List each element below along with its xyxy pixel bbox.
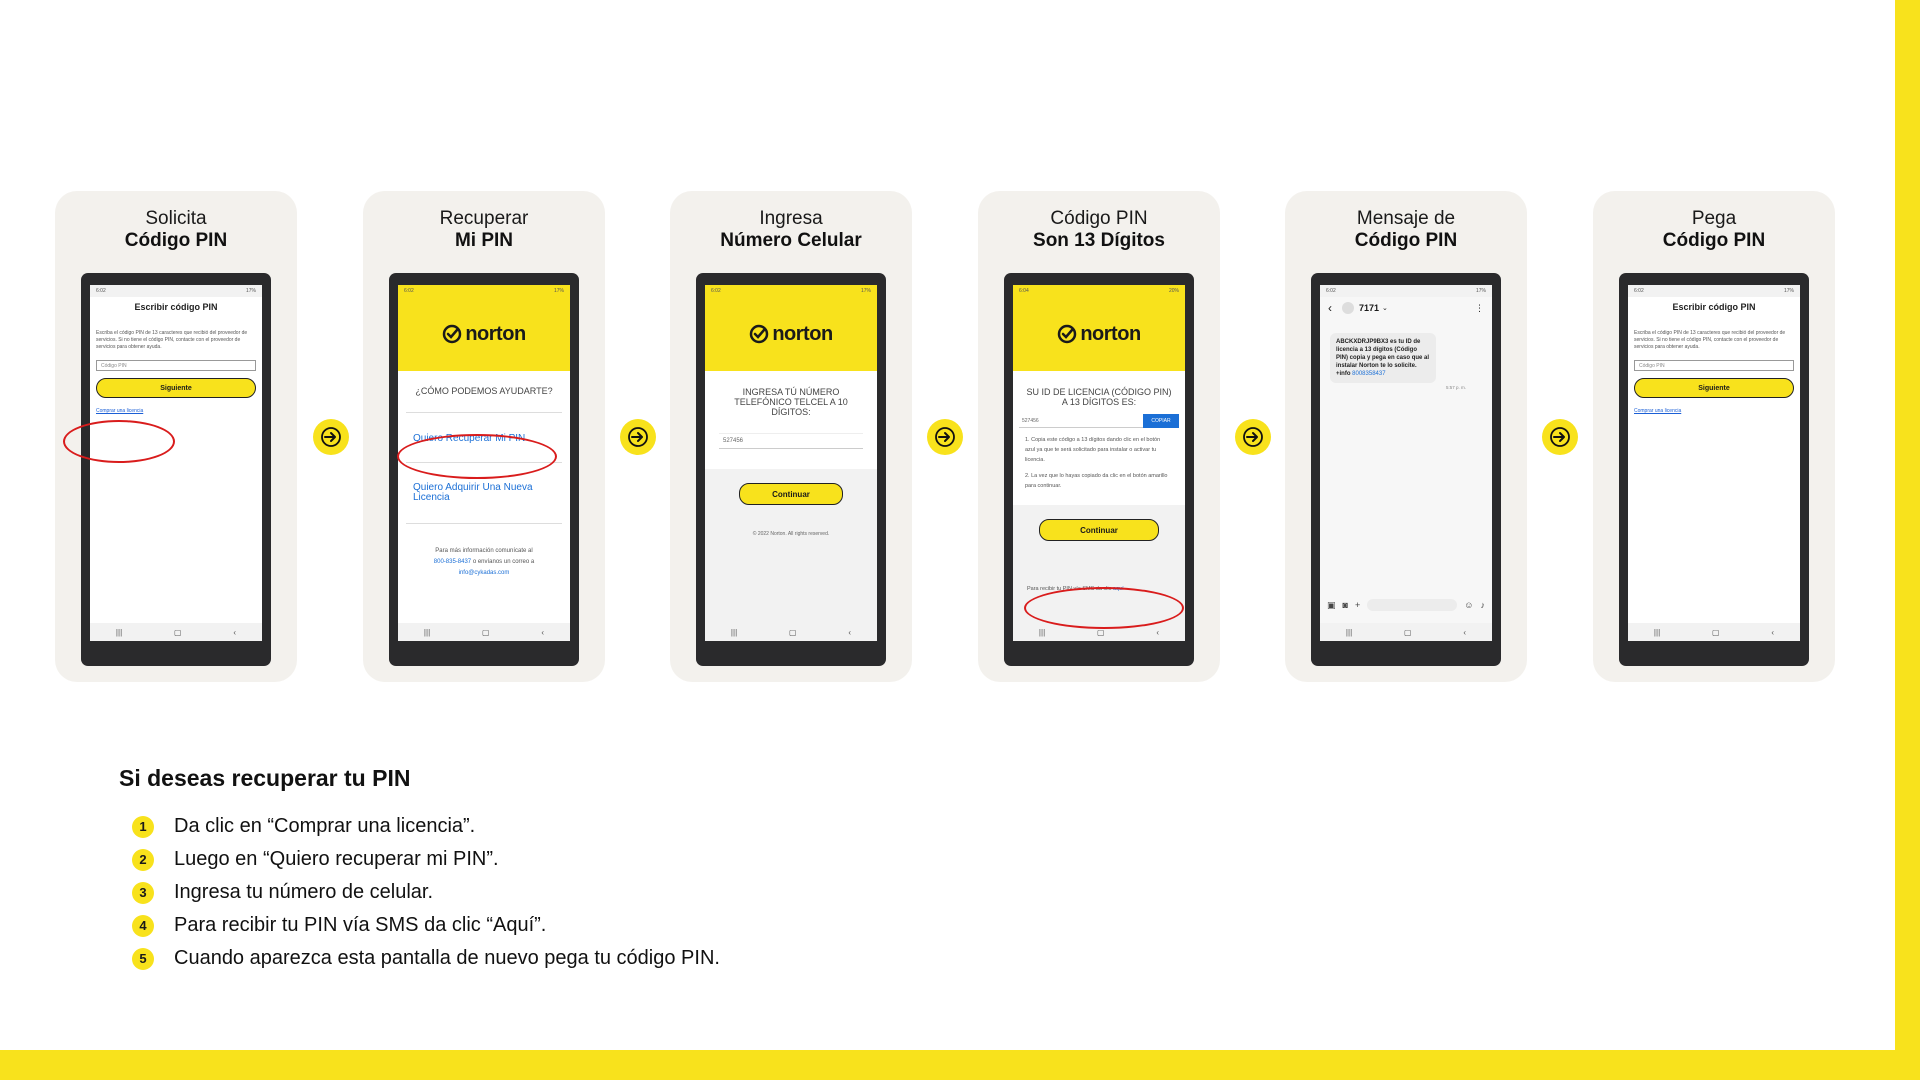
- emoji-icon[interactable]: ☺: [1464, 600, 1474, 610]
- license-code-row: [1019, 414, 1179, 428]
- phone-screen: [705, 285, 877, 641]
- back-icon: ‹: [541, 627, 545, 637]
- instruction-text: Ingresa tu número de celular.: [174, 881, 434, 903]
- buy-license-link[interactable]: Comprar una licencia: [1634, 408, 1682, 414]
- instruction-text: Cuando aparezca esta pantalla de nuevo pega tu código PIN.: [174, 947, 720, 969]
- step-number-badge: 2: [132, 849, 154, 871]
- phone-mockup: [1311, 273, 1501, 666]
- sms-phone-link[interactable]: 8008358437: [1352, 371, 1386, 377]
- phone-footer-area: [705, 469, 877, 641]
- step-number-badge: 3: [132, 882, 154, 904]
- norton-logo: norton: [749, 323, 832, 346]
- status-bar: 6:02 17%: [1628, 285, 1800, 297]
- pin-description: Escriba el código PIN de 13 caracteres que recibió del proveedor de servicios. Si no tiene el código PIN, contacte con el proveedor de servicios para obtener ayuda.: [1634, 330, 1786, 350]
- phone-prompt: INGRESA TÚ NÚMERO TELEFÓNICO TELCEL A 10 DÍGITOS:: [734, 387, 848, 417]
- step-card-5: [1285, 191, 1527, 682]
- voice-icon[interactable]: ♪: [1480, 600, 1485, 610]
- step-title: Mensaje de Código PIN: [1354, 208, 1458, 251]
- back-icon: ‹: [1771, 627, 1775, 637]
- buy-license-link[interactable]: Comprar una licencia: [96, 408, 144, 414]
- contact-name[interactable]: 7171: [1359, 303, 1380, 313]
- recents-icon: |||: [730, 627, 738, 637]
- instruction-text: Da clic en “Comprar una licencia”.: [174, 815, 476, 837]
- recents-icon: |||: [423, 627, 431, 637]
- norton-logo: norton: [1057, 323, 1140, 346]
- next-button[interactable]: Siguiente: [96, 378, 256, 398]
- gallery-icon[interactable]: ▣: [1327, 599, 1336, 610]
- instruction-text: Para recibir tu PIN vía SMS da clic “Aquí”.: [174, 914, 547, 936]
- step-card-6: [1593, 191, 1835, 682]
- back-arrow-icon[interactable]: ‹: [1328, 301, 1332, 315]
- phone-mockup: [81, 273, 271, 666]
- camera-icon[interactable]: ◙: [1342, 600, 1348, 610]
- norton-check-icon: [749, 324, 769, 344]
- instruction-item: [132, 843, 720, 876]
- pin-description: Escriba el código PIN de 13 caracteres que recibió del proveedor de servicios. Si no tiene el código PIN, contacte con el proveedor de servicios para obtener ayuda.: [96, 330, 248, 350]
- android-navbar: [1320, 623, 1492, 641]
- phone-screen: [1320, 285, 1492, 641]
- sms-header: [1320, 297, 1492, 319]
- status-bar: 6:04 20%: [1013, 285, 1185, 297]
- instructions-title: Si deseas recuperar tu PIN: [119, 765, 411, 791]
- more-options-icon[interactable]: ⋮: [1475, 302, 1484, 313]
- license-instruction-1: 1. Copia este código a 13 dígitos dando clic en el botón azul ya que te será solicitado para instalar o activar tu licencia.: [1025, 437, 1161, 463]
- norton-header: [705, 297, 877, 371]
- step-card-4: [978, 191, 1220, 682]
- step-number-badge: 4: [132, 915, 154, 937]
- frame-right-bar: [1895, 0, 1920, 1080]
- next-arrow-icon: [620, 419, 656, 455]
- frame-corner: [1860, 1010, 1895, 1050]
- contact-avatar: [1342, 302, 1354, 314]
- license-prompt: SU ID DE LICENCIA (CÓDIGO PIN) A 13 DÍGITOS ES:: [1026, 387, 1172, 407]
- pin-input[interactable]: Código PIN: [1634, 360, 1794, 371]
- phone-screen: [1628, 285, 1800, 641]
- back-icon: ‹: [1463, 627, 1467, 637]
- phone-mockup: [696, 273, 886, 666]
- acquire-license-link[interactable]: Quiero Adquirir Una Nueva Licencia: [413, 482, 533, 503]
- step-title: Solicita Código PIN: [124, 208, 228, 251]
- android-navbar: [1628, 623, 1800, 641]
- recents-icon: |||: [1345, 627, 1353, 637]
- android-navbar: [90, 623, 262, 641]
- next-arrow-icon: [313, 419, 349, 455]
- pin-heading: Escribir código PIN: [1672, 302, 1756, 312]
- instruction-item: [132, 942, 720, 975]
- chevron-down-icon[interactable]: ⌄: [1382, 305, 1388, 312]
- instruction-text: Luego en “Quiero recuperar mi PIN”.: [174, 848, 499, 870]
- back-icon: ‹: [233, 627, 237, 637]
- back-icon: ‹: [848, 627, 852, 637]
- step-number-badge: 1: [132, 816, 154, 838]
- phone-number-input[interactable]: 527456: [719, 433, 863, 449]
- norton-header: [398, 297, 570, 371]
- phone-mockup: [1619, 273, 1809, 666]
- next-arrow-icon: [1235, 419, 1271, 455]
- back-icon: ‹: [1156, 627, 1160, 637]
- recents-icon: |||: [1653, 627, 1661, 637]
- highlight-circle: [397, 434, 557, 479]
- highlight-circle: [1024, 587, 1184, 629]
- norton-check-icon: [442, 324, 462, 344]
- sms-bubble: ABCKXDRJP9BX3 es tu ID de licencia a 13 dígitos (Código PIN) copia y pega en caso que al instalar Norton te lo solicite. +info 8008358437: [1330, 333, 1436, 383]
- copy-button[interactable]: COPIAR: [1143, 414, 1179, 428]
- step-title: Pega Código PIN: [1662, 208, 1766, 251]
- instruction-item: [132, 876, 720, 909]
- status-bar: 6:02 17%: [90, 285, 262, 297]
- continue-button[interactable]: Continuar: [1039, 519, 1159, 541]
- recover-pin-link[interactable]: Quiero Recuperar Mi PIN: [413, 433, 526, 444]
- phone-screen: [90, 285, 262, 641]
- status-bar: 6:02 17%: [1320, 285, 1492, 297]
- norton-check-icon: [1057, 324, 1077, 344]
- sms-line: Para recibir tu PIN vía SMS da clic aquí: [1027, 586, 1124, 592]
- highlight-circle: [63, 420, 175, 463]
- android-navbar: [705, 623, 877, 641]
- android-navbar: [398, 623, 570, 641]
- home-icon: ▢: [174, 627, 182, 637]
- home-icon: ▢: [1404, 627, 1412, 637]
- sms-time: 5:57 p. m.: [1446, 385, 1467, 390]
- home-icon: ▢: [1097, 627, 1105, 637]
- license-code-field[interactable]: 527456: [1019, 414, 1143, 428]
- instruction-item: [132, 810, 720, 843]
- next-arrow-icon: [927, 419, 963, 455]
- plus-icon[interactable]: +: [1354, 600, 1361, 610]
- step-number-badge: 5: [132, 948, 154, 970]
- instruction-item: [132, 909, 720, 942]
- step-card-1: [55, 191, 297, 682]
- recents-icon: |||: [1038, 627, 1046, 637]
- pin-input[interactable]: Código PIN: [96, 360, 256, 371]
- help-question: ¿CÓMO PODEMOS AYUDARTE?: [415, 386, 553, 396]
- home-icon: ▢: [789, 627, 797, 637]
- frame-bottom-bar: [0, 1050, 1920, 1080]
- step-card-3: [670, 191, 912, 682]
- next-arrow-icon: [1542, 419, 1578, 455]
- license-instruction-2: 2. La vez que lo hayas copiado da clic en el botón amarillo para continuar.: [1025, 473, 1168, 489]
- next-button[interactable]: Siguiente: [1634, 378, 1794, 398]
- norton-logo: norton: [442, 323, 525, 346]
- step-title: Código PIN Son 13 Dígitos: [1033, 208, 1165, 251]
- status-bar: 6:02 17%: [398, 285, 570, 297]
- status-bar: 6:02 17%: [705, 285, 877, 297]
- home-icon: ▢: [1712, 627, 1720, 637]
- norton-header: [1013, 297, 1185, 371]
- pin-heading: Escribir código PIN: [134, 302, 218, 312]
- copyright-text: © 2022 Norton. All rights reserved.: [752, 531, 830, 537]
- instructions-list: [132, 810, 720, 975]
- compose-bar: [1320, 596, 1492, 614]
- message-input[interactable]: [1367, 599, 1457, 611]
- step-title: Ingresa Número Celular: [720, 208, 862, 251]
- home-icon: ▢: [482, 627, 490, 637]
- step-title: Recuperar Mi PIN: [439, 208, 529, 251]
- step-card-2: [363, 191, 605, 682]
- continue-button[interactable]: Continuar: [739, 483, 843, 505]
- recents-icon: |||: [115, 627, 123, 637]
- sms-here-link[interactable]: aquí: [1112, 586, 1124, 592]
- contact-info: Para más información comunícate al 800-835-8437 o envíanos un correo a info@cykadas.com: [433, 548, 535, 576]
